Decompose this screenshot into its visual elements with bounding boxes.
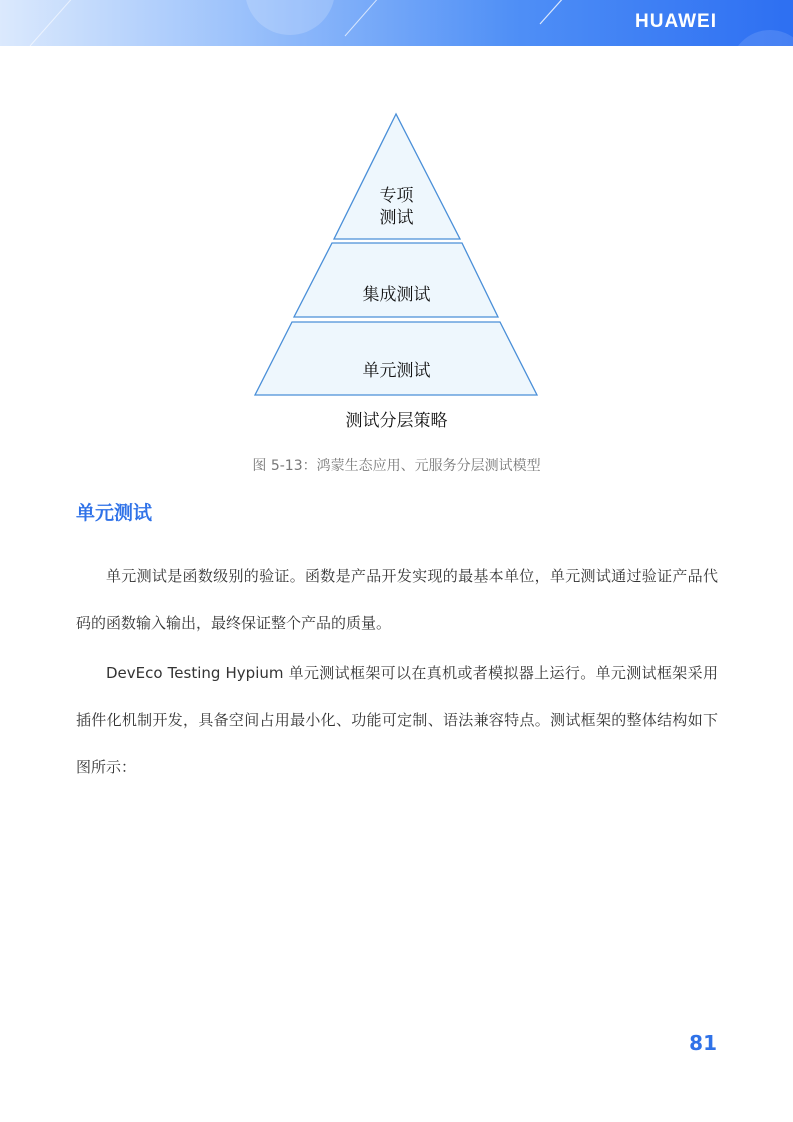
pyramid-label-integration-test: 集成测试 <box>362 285 431 305</box>
brand-logo-text: HUAWEI <box>635 11 717 32</box>
page-number: 81 <box>689 1031 717 1055</box>
paragraph: 单元测试是函数级别的验证。函数是产品开发实现的最基本单位，单元测试通过验证产品代码的函数输入输出，最终保证整个产品的质量。 <box>76 567 718 632</box>
section-title: 单元测试 <box>76 502 153 524</box>
figure-caption: 图 5-13：鸿蒙生态应用、元服务分层测试模型 <box>252 458 541 474</box>
pyramid-label-unit-test: 单元测试 <box>362 361 431 381</box>
paragraph: DevEco Testing Hypium 单元测试框架可以在真机或者模拟器上运行。单元测试框架采用插件化机制开发，具备空间占用最小化、功能可定制、语法兼容特点。测试框架的整体结构如下图所示： <box>76 664 718 776</box>
pyramid-label-special-test-line1: 专项 <box>379 186 414 206</box>
pyramid-label-special-test-line2: 测试 <box>379 208 414 228</box>
header-banner <box>0 0 793 46</box>
pyramid-title: 测试分层策略 <box>345 411 448 431</box>
